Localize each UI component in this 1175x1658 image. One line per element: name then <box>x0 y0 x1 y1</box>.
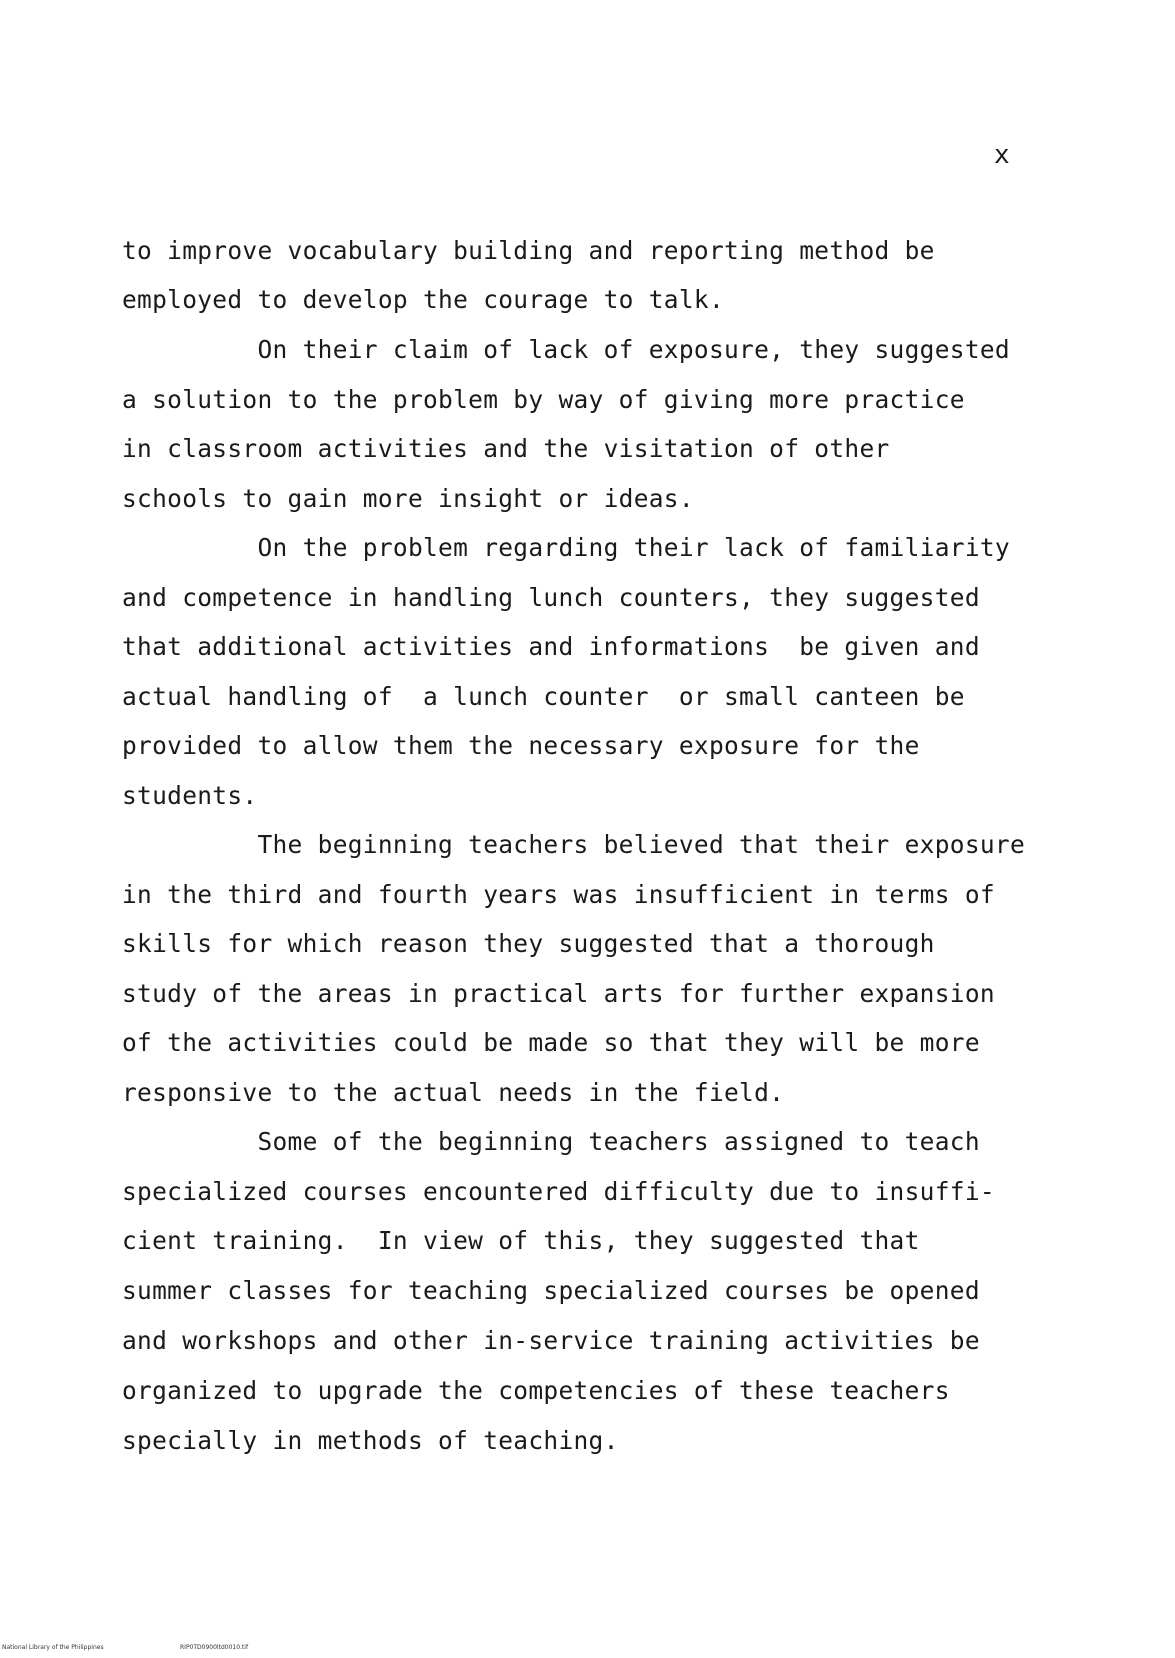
text-line: On their claim of lack of exposure, they suggested <box>122 335 1010 364</box>
text-line: summer classes for teaching specialized courses be opened <box>122 1276 980 1305</box>
text-line: responsive to the actual needs in the field. <box>122 1078 785 1107</box>
text-line: specially in methods of teaching. <box>122 1426 619 1455</box>
text-line: a solution to the problem by way of giving more practice <box>122 385 965 414</box>
text-line: skills for which reason they suggested that a thorough <box>122 929 935 958</box>
text-line: actual handling of a lunch counter or small canteen be <box>122 682 965 711</box>
text-line: specialized courses encountered difficulty due to insuffi- <box>122 1177 995 1206</box>
text-line: and workshops and other in-service training activities be <box>122 1326 980 1355</box>
text-line: cient training. In view of this, they suggested that <box>122 1226 920 1255</box>
text-line: of the activities could be made so that they will be more <box>122 1028 980 1057</box>
page-number: x <box>994 140 1011 170</box>
text-line: students. <box>122 781 258 810</box>
text-line: schools to gain more insight or ideas. <box>122 484 694 513</box>
text-line: in classroom activities and the visitation of other <box>122 434 890 463</box>
text-line: that additional activities and informations be given and <box>122 632 980 661</box>
text-line: in the third and fourth years was insufficient in terms of <box>122 880 995 909</box>
text-line: provided to allow them the necessary exposure for the <box>122 731 920 760</box>
text-line: to improve vocabulary building and reporting method be <box>122 236 935 265</box>
text-line: and competence in handling lunch counters, they suggested <box>122 583 980 612</box>
text-line: employed to develop the courage to talk. <box>122 285 725 314</box>
text-line: Some of the beginning teachers assigned to teach <box>122 1127 980 1156</box>
footer-library-credit: National Library of the Philippines <box>2 1644 104 1651</box>
footer-file-name: RIP0TD0900ltd0010.tif <box>180 1644 249 1651</box>
text-line: organized to upgrade the competencies of these teachers <box>122 1376 950 1405</box>
text-line: study of the areas in practical arts for further expansion <box>122 979 995 1008</box>
text-line: On the problem regarding their lack of familiarity <box>122 533 1010 562</box>
text-line: The beginning teachers believed that their exposure <box>122 830 1026 859</box>
